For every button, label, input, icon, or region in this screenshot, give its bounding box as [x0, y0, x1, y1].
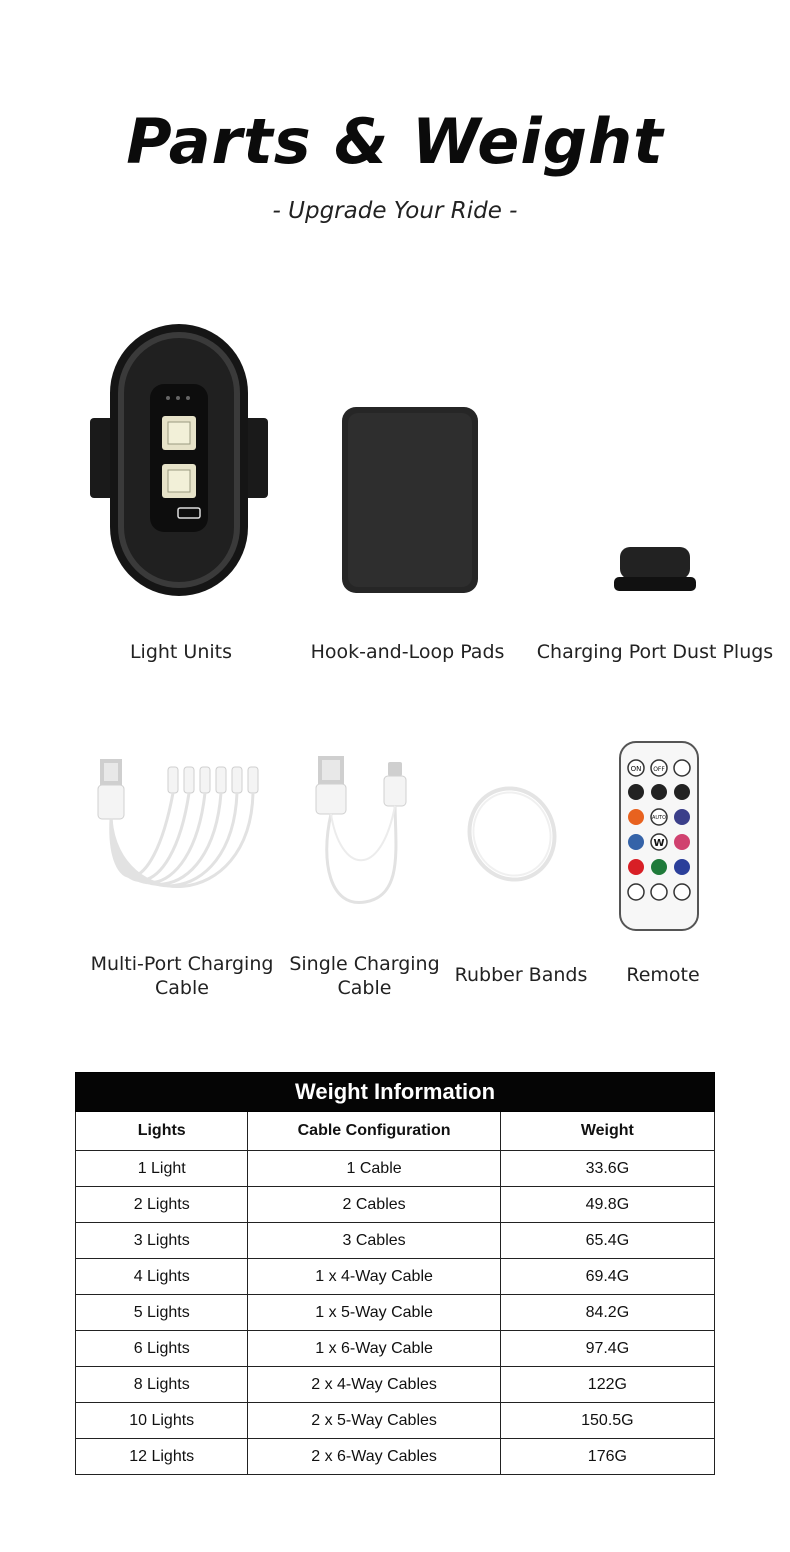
table-row: [76, 1259, 715, 1295]
weight-table: [75, 1072, 715, 1475]
rubber-band-icon: [462, 782, 562, 886]
hook-loop-pads-label: Hook-and-Loop Pads: [310, 641, 505, 663]
table-row: [76, 1403, 715, 1439]
cell-lights: 4 Lights: [76, 1259, 248, 1295]
dust-plugs-label: Charging Port Dust Plugs: [536, 641, 774, 663]
cell-weight: 122G: [500, 1367, 714, 1403]
cell-cable: 1 x 4-Way Cable: [248, 1259, 500, 1295]
table-row: [76, 1295, 715, 1331]
cell-cable: 1 x 5-Way Cable: [248, 1295, 500, 1331]
cell-lights: 10 Lights: [76, 1403, 248, 1439]
col-header-cable: Cable Configuration: [248, 1112, 500, 1151]
multi-port-cable-icon: [92, 755, 268, 915]
cell-cable: 2 x 4-Way Cables: [248, 1367, 500, 1403]
remote-off-text: OFF: [653, 766, 665, 773]
single-cable-icon: [310, 752, 420, 912]
table-row: [76, 1223, 715, 1259]
cell-weight: 97.4G: [500, 1331, 714, 1367]
table-row: [76, 1187, 715, 1223]
page-title: Parts & Weight: [126, 105, 664, 178]
cell-lights: 2 Lights: [76, 1187, 248, 1223]
cell-cable: 1 Cable: [248, 1151, 500, 1187]
cell-cable: 3 Cables: [248, 1223, 500, 1259]
cell-weight: 65.4G: [500, 1223, 714, 1259]
cell-lights: 8 Lights: [76, 1367, 248, 1403]
remote-label: Remote: [626, 964, 700, 986]
cell-cable: 2 Cables: [248, 1187, 500, 1223]
cell-lights: 5 Lights: [76, 1295, 248, 1331]
col-header-lights: Lights: [76, 1112, 248, 1151]
cell-weight: 49.8G: [500, 1187, 714, 1223]
table-row: [76, 1331, 715, 1367]
remote-icon: [618, 740, 700, 934]
cell-weight: 176G: [500, 1439, 714, 1475]
table-row: [76, 1151, 715, 1187]
cell-lights: 6 Lights: [76, 1331, 248, 1367]
cell-lights: 12 Lights: [76, 1439, 248, 1475]
light-units-label: Light Units: [129, 641, 233, 663]
cell-weight: 33.6G: [500, 1151, 714, 1187]
table-title: Weight Information: [76, 1073, 715, 1112]
cell-cable: 2 x 6-Way Cables: [248, 1439, 500, 1475]
cell-lights: 1 Light: [76, 1151, 248, 1187]
cell-cable: 2 x 5-Way Cables: [248, 1403, 500, 1439]
light-unit-icon: [88, 322, 270, 598]
table-row: [76, 1439, 715, 1475]
hook-loop-pad-icon: [340, 405, 480, 595]
multi-port-cable-label: Multi-Port Charging Cable: [90, 953, 274, 999]
table-row: [76, 1367, 715, 1403]
cell-weight: 69.4G: [500, 1259, 714, 1295]
single-cable-label: Single Charging Cable: [289, 953, 440, 999]
remote-w-text: W: [653, 838, 665, 849]
rubber-bands-label: Rubber Bands: [454, 964, 588, 986]
cell-cable: 1 x 6-Way Cable: [248, 1331, 500, 1367]
cell-weight: 84.2G: [500, 1295, 714, 1331]
cell-lights: 3 Lights: [76, 1223, 248, 1259]
dust-plug-icon: [612, 545, 698, 595]
cell-weight: 150.5G: [500, 1403, 714, 1439]
page-subtitle: - Upgrade Your Ride -: [272, 198, 518, 224]
remote-auto-text: AUTO: [651, 815, 667, 821]
col-header-weight: Weight: [500, 1112, 714, 1151]
remote-on-text: ON: [630, 765, 642, 773]
